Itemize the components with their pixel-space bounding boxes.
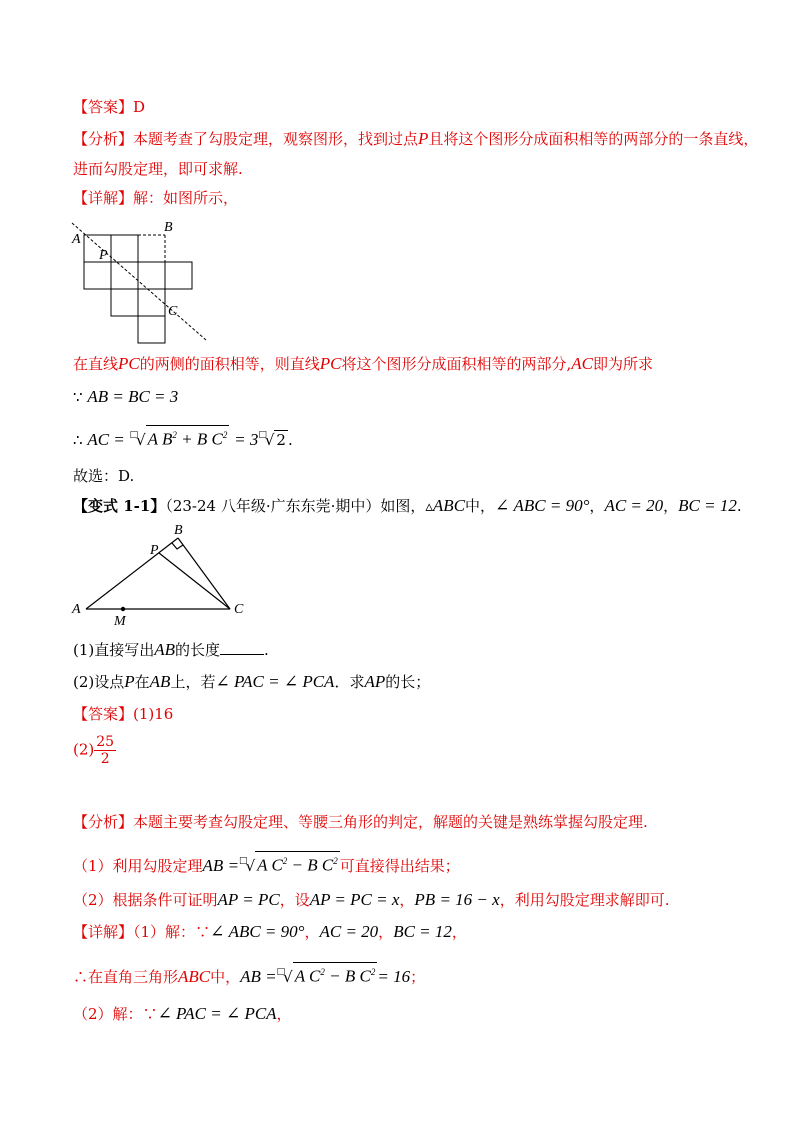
step1-a: （1）利用勾股定理	[73, 857, 203, 875]
therefore-eq: = 3	[234, 430, 259, 449]
answer-line-2b	[73, 734, 116, 767]
concl-c: 将这个图形分成面积相等的两部分,	[341, 355, 572, 373]
answer-blank[interactable]	[220, 640, 264, 655]
detail2-sym: ∵	[195, 923, 211, 941]
tri-label-c: C	[234, 602, 244, 617]
detail2b-sym: ∴	[73, 968, 89, 986]
triangle-symbol: ▵	[425, 497, 433, 515]
label-p: P	[99, 248, 108, 263]
q1-ab: AB	[154, 640, 176, 659]
tri-label-p: P	[150, 543, 159, 558]
question-1	[73, 640, 269, 660]
detail2b-a: 在直角三角形	[88, 968, 179, 986]
q2-d: ．求	[334, 673, 365, 691]
variant-tag: 【变式 1-1】	[73, 497, 166, 515]
choose-line	[73, 466, 134, 486]
detail2b-lhs: AB =	[240, 967, 277, 986]
detail2b-b: 中，	[210, 968, 241, 986]
step1-radical: A C	[257, 856, 283, 875]
detail2-a: （1）解：	[133, 923, 196, 941]
analysis-text-a: 本题考查了勾股定理，观察图形，找到过点	[133, 130, 419, 148]
q1-prefix: (1)直接写出	[73, 641, 155, 659]
detail2-tag: 【详解】	[73, 923, 134, 941]
detail-tag: 【详解】	[73, 189, 134, 207]
label-c: C	[168, 304, 178, 319]
step1-lhs: AB =	[202, 856, 240, 875]
therefore-lhs: AC =	[87, 430, 125, 449]
q2-ap: AP	[364, 672, 386, 691]
analysis-line-1	[73, 129, 758, 149]
fraction-25-2	[94, 734, 116, 767]
step1-minus: − B C	[291, 856, 334, 875]
q2-a: (2)设点	[73, 673, 125, 691]
tri-label-b: B	[174, 523, 183, 538]
analysis2-text: 本题主要考查勾股定理、等腰三角形的判定，解题的关键是熟练掌握勾股定理.	[133, 813, 648, 831]
analysis-line-2	[73, 159, 243, 179]
triangle-figure	[68, 520, 258, 630]
detail2c-line	[73, 1004, 292, 1024]
concl-ac: AC	[571, 354, 594, 373]
q2-p: P	[124, 672, 135, 691]
variant-abc: ABC	[432, 496, 466, 515]
step2-eq1: AP = PC	[217, 890, 280, 909]
radical-b: + B C	[181, 430, 223, 449]
answer2-value: (1)16	[133, 705, 174, 723]
variant-sep1: ，	[589, 497, 605, 515]
variant-bc: BC = 12	[678, 496, 737, 515]
detail2b-line: ∴在直角三角形ABC中，AB =□√ A $C^2 - B$ $C^2 = 16$；	[73, 962, 425, 987]
label-a: A	[72, 232, 81, 247]
variant-source: （23-24 八年级·广东东莞·期中）如图，	[165, 497, 426, 515]
step2-eq3: PB = 16 − x	[414, 890, 500, 909]
step-1: （1）利用勾股定理AB =□√ A $C^2 - B$ $C^2$ 可直接得出结果；	[73, 851, 460, 876]
answer-line-2	[73, 704, 173, 724]
concl-d: 即为所求	[593, 355, 654, 373]
conclusion-line	[73, 354, 653, 374]
analysis-tag: 【分析】	[73, 130, 134, 148]
concl-pc2: PC	[319, 354, 342, 373]
detail2c-end: ，	[276, 1005, 292, 1023]
analysis-text-b: 且将这个图形分成面积相等的两部分的一条直线，	[428, 130, 759, 148]
detail2-angle: ∠ ABC = 90°	[210, 922, 305, 941]
because-expr: AB = BC = 3	[87, 387, 179, 406]
detail2b-abc: ABC	[178, 967, 211, 986]
detail2b-radical: A C	[294, 967, 321, 986]
frac-num: 25	[96, 734, 115, 750]
detail2-line	[73, 922, 467, 942]
question-2	[73, 672, 430, 692]
q2-eq: ∠ PAC = ∠ PCA	[215, 672, 335, 691]
variant-end: .	[736, 497, 742, 515]
q2-c: 上，若	[170, 673, 216, 691]
detail2c-sym: ∵	[142, 1005, 158, 1023]
detail-line-1	[73, 188, 238, 208]
step1-b: 可直接得出结果；	[339, 857, 460, 875]
answer2b-label: (2)	[73, 740, 95, 759]
tri-label-m: M	[114, 614, 126, 629]
detail2b-eq: = 16	[377, 967, 411, 986]
answer-tag: 【答案】	[73, 98, 134, 116]
because-line-1	[73, 387, 178, 407]
variant-mid: 中，	[465, 497, 496, 515]
q2-e: 的长；	[385, 673, 431, 691]
step2-b: ，设	[279, 891, 310, 909]
label-b: B	[164, 220, 173, 235]
q1-end: .	[264, 641, 269, 659]
therefore-line-1: ∴ AC = □√ A $B^2 + B$ $C^2 = 3^□√$ 2 .	[73, 425, 293, 450]
therefore-symbol: ∴	[73, 431, 83, 449]
detail2b-minus: − B C	[329, 967, 371, 986]
point-p: P	[418, 129, 429, 148]
step2-c: ，	[399, 891, 415, 909]
q2-ab: AB	[149, 672, 171, 691]
answer-value: D	[133, 98, 146, 116]
detail2c-eq: ∠ PAC = ∠ PCA	[157, 1004, 277, 1023]
step2-d: ，利用勾股定理求解即可.	[499, 891, 670, 909]
detail2c-a: （2）解：	[73, 1005, 143, 1023]
detail2b-sqrt: A $C^2 - B$ $C^2$	[293, 962, 378, 986]
detail2-end: ，	[451, 923, 467, 941]
concl-b: 的两侧的面积相等，则直线	[139, 355, 320, 373]
tri-label-a: A	[72, 602, 81, 617]
choose-text: 故选：D.	[73, 467, 135, 485]
radical-a: A B	[147, 430, 173, 449]
answer-line-1	[73, 97, 145, 117]
variant-ac: AC = 20	[604, 496, 664, 515]
frac-den: 2	[100, 751, 110, 767]
detail2b-end: ；	[410, 968, 426, 986]
step1-sqrt: A $C^2 - B$ $C^2$	[255, 851, 340, 875]
concl-a: 在直线	[73, 355, 119, 373]
detail2-bc: BC = 12	[393, 922, 452, 941]
step-2	[73, 890, 669, 910]
analysis-text-c: 进而勾股定理，即可求解.	[73, 160, 243, 178]
step2-a: （2）根据条件可证明	[73, 891, 218, 909]
step2-eq2: AP = PC = x	[309, 890, 400, 909]
detail2-s1: ，	[304, 923, 320, 941]
q2-b: 在	[134, 673, 150, 691]
analysis2-line	[73, 812, 648, 832]
variant-angle: ∠ ABC = 90°	[495, 496, 590, 515]
variant-line	[73, 496, 742, 516]
sqrt-expression: A $B^2 + B$ $C^2$	[146, 425, 230, 449]
variant-sep2: ，	[663, 497, 679, 515]
detail2-s2: ，	[378, 923, 394, 941]
because-symbol: ∵	[73, 388, 83, 406]
answer2-tag: 【答案】	[73, 705, 134, 723]
detail2-ac: AC = 20	[319, 922, 379, 941]
concl-pc: PC	[118, 354, 140, 373]
analysis2-tag: 【分析】	[73, 813, 134, 831]
therefore-end: .	[287, 431, 293, 449]
q1-suffix: 的长度	[175, 641, 221, 659]
detail-text: 解：如图所示，	[133, 189, 239, 207]
sqrt-two: 2	[276, 431, 286, 449]
grid-figure	[68, 215, 218, 345]
